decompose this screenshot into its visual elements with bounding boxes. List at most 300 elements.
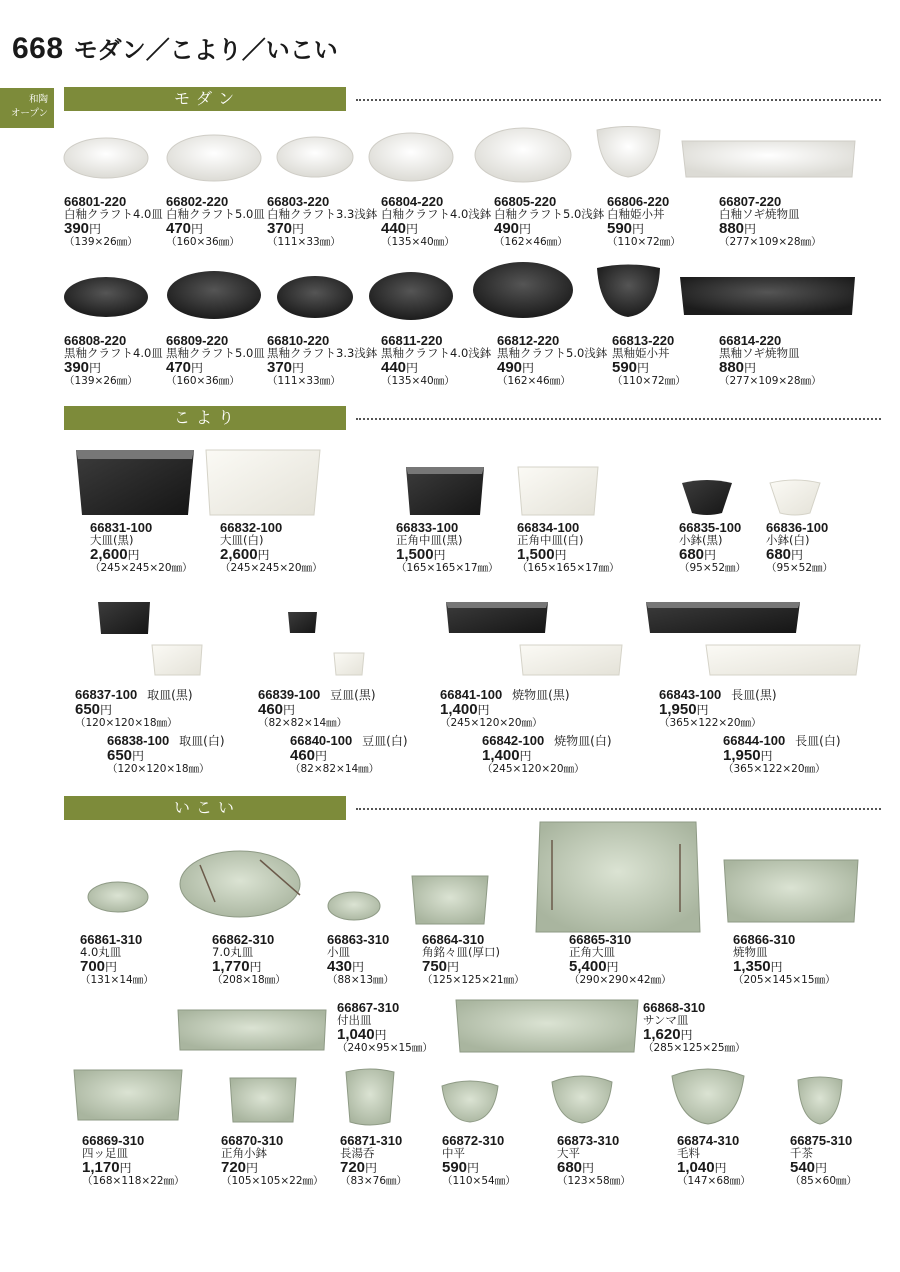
square-plate-image-66832: [206, 450, 320, 515]
product-size: （162×46㎜）: [497, 375, 571, 387]
product-66802: [166, 195, 265, 249]
long-plate-image-66807: [682, 141, 855, 177]
plate-image-66838: [152, 645, 202, 675]
product-size: （95×52㎜）: [679, 562, 747, 574]
yen-unit: 円: [744, 222, 757, 236]
product-66835: [679, 521, 746, 575]
product-price: 720: [221, 1159, 247, 1176]
product-price: 390: [64, 359, 90, 376]
bowl-image-66804: [369, 133, 453, 181]
product-name: 正角小鉢: [221, 1146, 267, 1160]
yen-unit: 円: [406, 361, 419, 375]
product-size: （82×82×14㎜）: [258, 717, 348, 729]
product-price: 1,770: [212, 958, 250, 975]
cup-image-66806: [597, 127, 660, 178]
yen-unit: 円: [89, 361, 102, 375]
product-code: 66867-310: [337, 1000, 400, 1015]
product-size: （245×245×20㎜）: [220, 562, 323, 574]
product-size: （110×54㎜）: [442, 1175, 516, 1187]
product-price: 650: [75, 701, 101, 718]
square-plate-image-66831: [76, 450, 194, 515]
product-name: 白釉クラフト4.0浅鉢: [381, 207, 492, 221]
tall-cup-image-66871: [346, 1069, 394, 1125]
product-66811: [381, 334, 491, 388]
product-66801: [64, 195, 163, 249]
product-price: 1,040: [677, 1159, 715, 1176]
bowl-image-66811: [369, 272, 453, 320]
product-name: 焼物皿(白): [554, 734, 612, 748]
yen-unit: 円: [447, 960, 460, 974]
product-price: 1,620: [643, 1026, 681, 1043]
product-size: （165×165×17㎜）: [396, 562, 499, 574]
product-size: （365×122×20㎜）: [659, 717, 762, 729]
product-price: 1,350: [733, 958, 771, 975]
yen-unit: 円: [352, 960, 365, 974]
product-66806: [607, 195, 681, 249]
yen-unit: 円: [100, 703, 113, 717]
product-66803: [267, 195, 377, 249]
product-name: 長湯呑: [340, 1146, 375, 1160]
product-66863: [327, 933, 394, 987]
product-price: 460: [258, 701, 284, 718]
product-price: 700: [80, 958, 106, 975]
product-66864: [422, 933, 525, 987]
product-code: 66804-220: [381, 194, 444, 209]
yen-unit: 円: [704, 548, 717, 562]
long-plate-image-66868: [456, 1000, 638, 1052]
yen-unit: 円: [582, 1161, 595, 1175]
product-code: 66811-220: [381, 333, 443, 348]
product-code: 66831-100: [90, 520, 153, 535]
page-header: [12, 30, 338, 70]
product-66839: [258, 688, 376, 730]
product-code: 66813-220: [612, 333, 675, 348]
product-size: （123×58㎜）: [557, 1175, 631, 1187]
product-size: （168×118×22㎜）: [82, 1175, 185, 1187]
section-title-koyori: こより: [64, 406, 346, 430]
product-name: 大皿(白): [220, 533, 264, 547]
square-plate-image-66833: [406, 467, 484, 515]
product-66809: [166, 334, 265, 388]
product-size: （110×72㎜）: [612, 375, 686, 387]
yen-unit: 円: [132, 749, 145, 763]
product-size: （135×40㎜）: [381, 375, 455, 387]
product-66844: [723, 734, 841, 776]
bowl-image-66803: [277, 137, 353, 177]
product-name: 白釉クラフト3.3浅鉢: [267, 207, 378, 221]
bowl-image-66812: [473, 262, 573, 318]
yen-unit: 円: [760, 749, 773, 763]
product-name: 黒釉クラフト5.0皿: [166, 346, 265, 360]
product-code: 66870-310: [221, 1133, 284, 1148]
product-66840: [290, 734, 408, 776]
product-code: 66834-100: [517, 520, 580, 535]
product-price: 880: [719, 359, 745, 376]
plate-image-66801: [64, 138, 148, 178]
product-size: （111×33㎜）: [267, 236, 341, 248]
long-plate-image-66814: [680, 277, 855, 315]
product-name: 黒釉ソギ焼物皿: [719, 346, 800, 360]
product-price: 370: [267, 359, 293, 376]
long-plate-image-66841: [446, 602, 548, 633]
round-plate-image-66861: [88, 882, 148, 912]
product-code: 66801-220: [64, 194, 127, 209]
product-name: 白釉クラフト5.0皿: [166, 207, 265, 221]
product-size: （110×72㎜）: [607, 236, 681, 248]
yen-unit: 円: [522, 361, 535, 375]
yen-unit: 円: [714, 1161, 727, 1175]
product-code: 66862-310: [212, 932, 275, 947]
product-code: 66869-310: [82, 1133, 145, 1148]
product-size: （147×68㎜）: [677, 1175, 751, 1187]
product-price: 680: [766, 546, 792, 563]
product-name: 白釉姫小丼: [607, 207, 665, 221]
product-price: 680: [557, 1159, 583, 1176]
product-66867: [337, 1001, 433, 1055]
product-size: （290×290×42㎜）: [569, 974, 672, 986]
product-name: 大平: [557, 1146, 580, 1160]
section-band-modern: [64, 87, 881, 111]
product-name: 取皿(白): [179, 734, 225, 748]
product-name: 毛料: [677, 1146, 700, 1160]
product-66869: [82, 1134, 185, 1188]
product-size: （165×165×17㎜）: [517, 562, 620, 574]
dotted-rule: [356, 417, 881, 420]
yen-unit: 円: [791, 548, 804, 562]
side-tab-line2: オープン: [10, 108, 48, 119]
section-band-ikoi: [64, 796, 881, 820]
product-price: 650: [107, 747, 133, 764]
product-price: 1,500: [517, 546, 555, 563]
bowl-image-66810: [277, 276, 353, 318]
product-price: 880: [719, 220, 745, 237]
product-size: （162×46㎜）: [494, 236, 568, 248]
section-band-koyori: [64, 406, 881, 430]
yen-unit: 円: [119, 1161, 132, 1175]
product-66812: [497, 334, 607, 388]
product-code: 66807-220: [719, 194, 782, 209]
square-bowl-image-66870: [230, 1078, 296, 1122]
product-size: （125×125×21㎜）: [422, 974, 525, 986]
product-name: 小鉢(黒): [679, 533, 723, 547]
product-66871: [340, 1134, 407, 1188]
yen-unit: 円: [815, 1161, 828, 1175]
yen-unit: 円: [406, 222, 419, 236]
product-price: 440: [381, 220, 407, 237]
product-name: 角銘々皿(厚口): [422, 945, 500, 959]
product-66833: [396, 521, 499, 575]
product-size: （245×245×20㎜）: [90, 562, 193, 574]
product-name: 中平: [442, 1146, 465, 1160]
product-size: （160×36㎜）: [166, 236, 240, 248]
product-size: （88×13㎜）: [327, 974, 395, 986]
product-code: 66810-220: [267, 333, 330, 348]
yen-unit: 円: [433, 548, 446, 562]
product-price: 2,600: [220, 546, 258, 563]
product-66838: [107, 734, 225, 776]
long-plate-image-66844: [706, 645, 860, 675]
product-price: 470: [166, 220, 192, 237]
product-66834: [517, 521, 620, 575]
product-66865: [569, 933, 672, 987]
product-66836: [766, 521, 833, 575]
yen-unit: 円: [632, 222, 645, 236]
dotted-rule: [356, 807, 881, 810]
product-code: 66806-220: [607, 194, 670, 209]
yen-unit: 円: [554, 548, 567, 562]
product-price: 440: [381, 359, 407, 376]
plate-image-66837: [98, 602, 150, 634]
product-code: 66839-100: [258, 687, 321, 702]
product-name: 白釉クラフト4.0皿: [64, 207, 163, 221]
yen-unit: 円: [249, 960, 262, 974]
product-name: 付出皿: [337, 1013, 372, 1027]
product-price: 590: [607, 220, 633, 237]
dotted-rule: [356, 98, 881, 101]
product-code: 66841-100: [440, 687, 503, 702]
yen-unit: 円: [257, 548, 270, 562]
yen-unit: 円: [374, 1028, 387, 1042]
yen-unit: 円: [89, 222, 102, 236]
product-code: 66868-310: [643, 1000, 706, 1015]
product-name: 焼物皿: [733, 945, 768, 959]
product-price: 370: [267, 220, 293, 237]
product-price: 460: [290, 747, 316, 764]
product-code: 66844-100: [723, 733, 786, 748]
product-price: 490: [494, 220, 520, 237]
long-plate-image-66842: [520, 645, 622, 675]
yen-unit: 円: [365, 1161, 378, 1175]
product-name: 黒釉クラフト5.0浅鉢: [497, 346, 608, 360]
small-plate-image-66863: [328, 892, 380, 920]
product-name: 正角大皿: [569, 945, 615, 959]
product-66807: [719, 195, 822, 249]
product-size: （135×40㎜）: [381, 236, 455, 248]
yen-unit: 円: [606, 960, 619, 974]
product-66804: [381, 195, 491, 249]
yen-unit: 円: [696, 703, 709, 717]
product-name: 焼物皿(黒): [512, 688, 570, 702]
product-code: 66832-100: [220, 520, 283, 535]
product-size: （365×122×20㎜）: [723, 763, 826, 775]
product-name: 長皿(黒): [731, 688, 777, 702]
square-plate-image-66864: [412, 876, 488, 924]
product-code: 66833-100: [396, 520, 459, 535]
product-name: 正角中皿(白): [517, 533, 584, 547]
product-size: （95×52㎜）: [766, 562, 834, 574]
long-plate-image-66843: [646, 602, 800, 633]
product-code: 66875-310: [790, 1133, 853, 1148]
product-code: 66809-220: [166, 333, 229, 348]
yen-unit: 円: [292, 222, 305, 236]
page-title: モダン／こより／いこい: [73, 36, 338, 64]
yen-unit: 円: [127, 548, 140, 562]
product-name: 千茶: [790, 1146, 813, 1160]
product-name: 白釉クラフト5.0浅鉢: [494, 207, 605, 221]
product-size: （139×26㎜）: [64, 375, 138, 387]
plate-image-66808: [64, 277, 148, 317]
product-name: 7.0丸皿: [212, 945, 254, 959]
product-name: 小鉢(白): [766, 533, 810, 547]
product-code: 66861-310: [80, 932, 143, 947]
product-price: 1,400: [482, 747, 520, 764]
product-code: 66866-310: [733, 932, 796, 947]
product-size: （120×120×18㎜）: [107, 763, 210, 775]
product-code: 66812-220: [497, 333, 560, 348]
bowl-image-66805: [475, 128, 571, 182]
product-name: 黒釉クラフト4.0皿: [64, 346, 163, 360]
product-price: 720: [340, 1159, 366, 1176]
yen-unit: 円: [637, 361, 650, 375]
side-tab-line1: 和陶: [28, 94, 48, 105]
product-name: 正角中皿(黒): [396, 533, 463, 547]
yen-unit: 円: [315, 749, 328, 763]
product-66872: [442, 1134, 516, 1188]
product-66868: [643, 1001, 746, 1055]
yen-unit: 円: [292, 361, 305, 375]
product-name: 4.0丸皿: [80, 945, 122, 959]
product-price: 1,500: [396, 546, 434, 563]
product-code: 66835-100: [679, 520, 742, 535]
product-66841: [440, 688, 570, 730]
product-code: 66802-220: [166, 194, 229, 209]
product-code: 66808-220: [64, 333, 127, 348]
product-code: 66814-220: [719, 333, 782, 348]
product-66873: [557, 1134, 631, 1188]
product-66810: [267, 334, 377, 388]
product-name: 大皿(黒): [90, 533, 134, 547]
product-code: 66864-310: [422, 932, 485, 947]
product-code: 66836-100: [766, 520, 829, 535]
product-price: 390: [64, 220, 90, 237]
plate-image-66802: [167, 135, 261, 181]
product-size: （160×36㎜）: [166, 375, 240, 387]
section-title-modern: モダン: [64, 87, 346, 111]
product-name: 白釉ソギ焼物皿: [719, 207, 800, 221]
long-plate-image-66867: [178, 1010, 326, 1050]
product-code: 66840-100: [290, 733, 353, 748]
plate-image-66839: [288, 612, 317, 633]
product-size: （240×95×15㎜）: [337, 1042, 433, 1054]
product-price: 1,950: [723, 747, 761, 764]
product-name: 黒釉クラフト3.3浅鉢: [267, 346, 378, 360]
side-tab: [0, 88, 54, 128]
product-name: 四ッ足皿: [82, 1146, 128, 1160]
product-66874: [677, 1134, 751, 1188]
product-price: 2,600: [90, 546, 128, 563]
product-size: （277×109×28㎜）: [719, 236, 822, 248]
product-66870: [221, 1134, 324, 1188]
product-size: （105×105×22㎜）: [221, 1175, 324, 1187]
footed-plate-image-66869: [74, 1070, 182, 1120]
product-price: 1,950: [659, 701, 697, 718]
product-66842: [482, 734, 612, 776]
product-size: （245×120×20㎜）: [482, 763, 585, 775]
product-price: 1,400: [440, 701, 478, 718]
product-code: 66865-310: [569, 932, 632, 947]
product-name: 豆皿(白): [362, 734, 408, 748]
product-size: （120×120×18㎜）: [75, 717, 178, 729]
yen-unit: 円: [105, 960, 118, 974]
bowl-image-66874: [672, 1069, 744, 1124]
product-price: 540: [790, 1159, 816, 1176]
product-code: 66837-100: [75, 687, 138, 702]
product-size: （205×145×15㎜）: [733, 974, 836, 986]
yen-unit: 円: [770, 960, 783, 974]
product-66814: [719, 334, 822, 388]
product-size: （83×76㎜）: [340, 1175, 408, 1187]
product-size: （285×125×25㎜）: [643, 1042, 746, 1054]
product-name: 黒釉姫小丼: [612, 346, 670, 360]
product-code: 66872-310: [442, 1133, 505, 1148]
product-price: 1,170: [82, 1159, 120, 1176]
product-66866: [733, 933, 836, 987]
product-size: （111×33㎜）: [267, 375, 341, 387]
product-code: 66873-310: [557, 1133, 620, 1148]
product-price: 750: [422, 958, 448, 975]
yen-unit: 円: [191, 222, 204, 236]
product-size: （245×120×20㎜）: [440, 717, 543, 729]
product-size: （208×18㎜）: [212, 974, 286, 986]
product-66831: [90, 521, 193, 575]
product-name: サンマ皿: [643, 1013, 689, 1027]
page-number: 668: [12, 32, 64, 65]
product-66813: [612, 334, 686, 388]
large-square-plate-image-66865: [536, 822, 700, 932]
product-code: 66838-100: [107, 733, 170, 748]
product-code: 66805-220: [494, 194, 557, 209]
product-66808: [64, 334, 163, 388]
square-plate-image-66834: [518, 467, 598, 515]
small-bowl-image-66835: [682, 480, 732, 515]
product-66843: [659, 688, 777, 730]
product-66862: [212, 933, 286, 987]
product-name: 取皿(黒): [147, 688, 193, 702]
product-size: （277×109×28㎜）: [719, 375, 822, 387]
product-price: 590: [442, 1159, 468, 1176]
small-bowl-image-66836: [770, 480, 820, 515]
product-size: （85×60㎜）: [790, 1175, 858, 1187]
product-code: 66803-220: [267, 194, 330, 209]
product-code: 66871-310: [340, 1133, 403, 1148]
product-name: 豆皿(黒): [330, 688, 376, 702]
product-66832: [220, 521, 323, 575]
product-size: （139×26㎜）: [64, 236, 138, 248]
bowl-image-66873: [552, 1076, 612, 1123]
bowl-image-66872: [442, 1081, 498, 1122]
yen-unit: 円: [744, 361, 757, 375]
cup-image-66813: [597, 265, 660, 318]
product-66805: [494, 195, 604, 249]
section-title-ikoi: いこい: [64, 796, 346, 820]
yen-unit: 円: [191, 361, 204, 375]
product-code: 66842-100: [482, 733, 545, 748]
grill-plate-image-66866: [724, 860, 858, 922]
product-price: 470: [166, 359, 192, 376]
yen-unit: 円: [283, 703, 296, 717]
product-code: 66863-310: [327, 932, 390, 947]
yen-unit: 円: [467, 1161, 480, 1175]
product-size: （131×14㎜）: [80, 974, 154, 986]
teacup-image-66875: [798, 1077, 842, 1124]
product-name: 小皿: [327, 945, 350, 959]
product-name: 長皿(白): [795, 734, 841, 748]
product-66861: [80, 933, 154, 987]
product-66875: [790, 1134, 857, 1188]
product-66837: [75, 688, 193, 730]
product-size: （82×82×14㎜）: [290, 763, 380, 775]
product-price: 430: [327, 958, 353, 975]
